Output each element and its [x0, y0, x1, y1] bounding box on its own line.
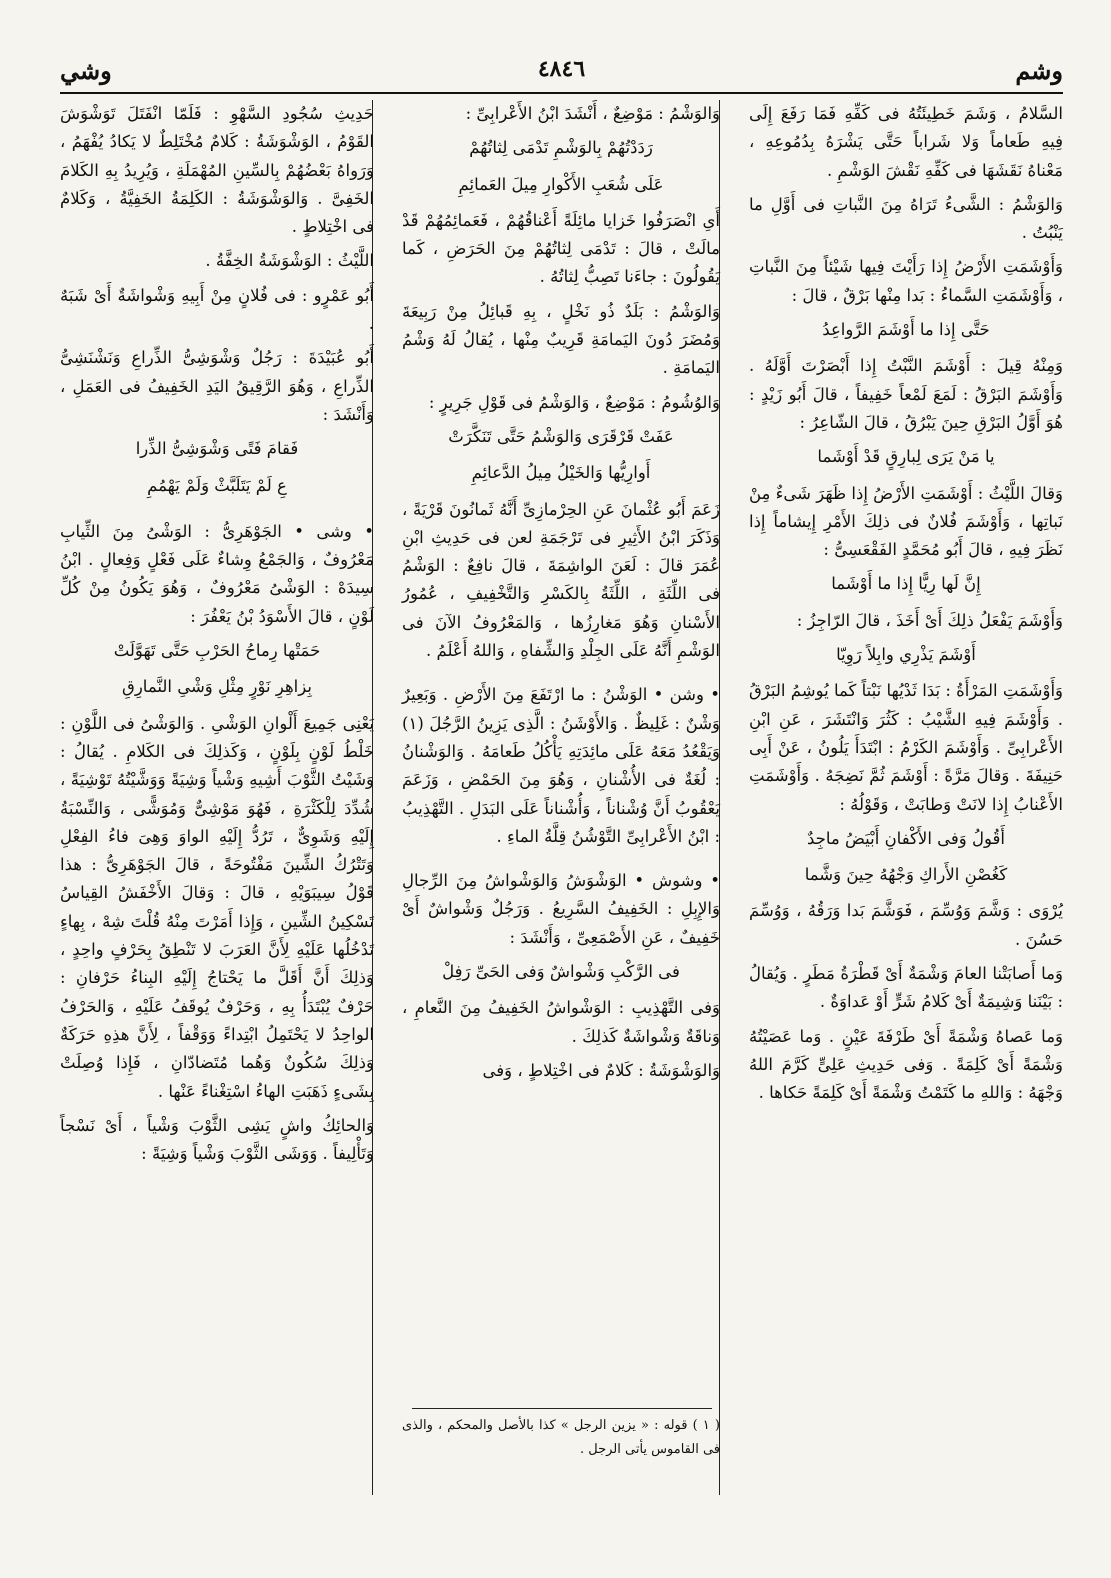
- entry-paragraph: يَعْنِى جَمِيعَ أَلْوانِ الوَشْىِ . وَالوَشْىُ فى اللَّوْنِ : خَلْطُ لَوْنٍ بِلَوْنٍ ، وَكَذلِكَ فى الكَلامِ . يُقالُ : وَشَيْتُ الثَّوْبَ أَشِيهِ وَشْياً وَشِيَةً وَوَشَّيْتُهُ تَوْشِيَةً ، شُدِّدَ لِلْكَثْرَةِ ، فَهُوَ مَوْشِىٌّ وَمُوَشًّى ، وَالنِّسْبَةُ إِلَيْهِ وَشَوِىٌّ ، تَرُدُّ إِلَيْهِ الواوَ وَهِىَ فاءُ الفِعْلِ وَتَتْرُكُ الشِّينَ مَفْتُوحَةً ، قالَ الجَوْهَرِىُّ : هذا قَوْلُ سِيبَوَيْهِ ، قالَ : وَقالَ الأَخْفَشُ القِياسُ تَسْكِينُ الشِّينِ ، وَإِذا أَمَرْتَ مِنْهُ قُلْتَ شِهْ ، بِهاءٍ تَدْخُلُها عَلَيْهِ لِأَنَّ العَرَبَ لا تَنْطِقُ بِحَرْفٍ واحِدٍ ، وَذلِكَ أَنَّ أَقَلَّ ما يَحْتاجُ إِلَيْهِ البِناءُ حَرْفانِ : حَرْفٌ يُبْتَدَأُ بِهِ ، وَحَرْفٌ يُوقَفُ عَلَيْهِ ، وَالحَرْفُ الواحِدُ لا يَحْتَمِلُ ابْتِداءً وَوَقْفاً ، لِأَنَّ هذِهِ حَرَكَةٌ وَذلِكَ سُكُونٌ وَهُما مُتَضادّانِ ، فَإِذا وُصِلَتْ بِشَىءٍ ذَهَبَتِ الهاءُ اسْتِغْناءً عَنْها .: [60, 713, 374, 1101]
- entry-paragraph: وَقالَ اللَّيْثُ : أَوْشَمَتِ الأَرْضُ إِذا ظَهَرَ شَىءٌ مِنْ نَباتِها ، وَأَوْشَمَ فُلانٌ فى ذلِكَ الأَمْرِ إِيشاماً إِذا نَظَرَ فِيهِ ، قالَ أَبُو مُحَمَّدٍ الفَقْعَسِىُّ :: [749, 483, 1063, 560]
- column-right: [749, 100, 1063, 1114]
- section-gap: [402, 857, 720, 867]
- entry-paragraph: وَالوَشْوَشَةُ : كَلامٌ فى اخْتِلاطٍ ، وَفى: [482, 1060, 720, 1080]
- entry-paragraph: أَىِ انْصَرَفُوا خَزايا مائِلَةً أَعْناقُهُمْ ، فَعَمائِمُهُمْ قَدْ مالَتْ ، قالَ : تَدْمَى لِثاتُهُمْ مِنَ الحَرَضِ ، كَما يَقُولُونَ : جاءَنا تَصِبُّ لِثاتُهُ .: [402, 210, 720, 287]
- verse-line: أَوْشَمَ يَذْرِي وابِلاً رَوِيّا: [836, 645, 976, 665]
- verse-line: أَقُولُ وَفى الأَكْفانِ أَبْيَضُ ماجِدٌ: [806, 828, 1005, 848]
- column-middle: [402, 100, 720, 1091]
- entry-paragraph: وَالوَشْمُ : بَلَدٌ ذُو نَخْلٍ ، بِهِ قَبائِلُ مِنْ رَبِيعَةَ وَمُضَرَ دُونَ اليَمامَةِ قَرِيبٌ مِنْها ، يُقالُ لَهُ وَشْمُ اليَمامَةِ .: [402, 301, 720, 378]
- entry-paragraph: وَالحائِكُ واشٍ يَشِى الثَّوْبَ وَشْياً ، أَىْ نَسْجاً وَتَأْلِيفاً . وَوَشَى الثَّوْبَ وَشْياً وَشِيَةً :: [60, 1115, 374, 1164]
- footnote: ( ١ ) قوله : « يزين الرجل » كذا بالأصل والمحكم ، والذى فى القاموس يأتى الرجل .: [402, 1418, 720, 1457]
- entry-paragraph: يُرْوَى : وَشَّمَ وَوُسِّمَ ، فَوَشَّمَ بَدا وَرَقُهُ ، وَوُسِّمَ حَسُنَ .: [749, 901, 1063, 949]
- page-number: ٤٨٤٦: [537, 56, 586, 82]
- header-left-headword: وشي: [60, 56, 112, 85]
- verse-line: عَفَتْ قَرْقَرَى وَالوَشْمُ حَتَّى تَنَكَّرَتْ: [448, 426, 674, 446]
- entry-paragraph: اللَّيْثُ : الوَشْوَشَةُ الخِفَّةُ .: [205, 251, 374, 271]
- header-right-headword: وشم: [1015, 56, 1063, 85]
- verse-line: رَدَدْتُهُمْ بِالوَشْمِ تَدْمَى لِثاتُهُمْ: [469, 138, 653, 158]
- verse-line: يا مَنْ يَرَى لِبارِقٍ قَدْ أَوْشَما: [817, 447, 995, 467]
- entry-paragraph: أَبُو عَمْرٍو : فى فُلانٍ مِنْ أَبِيهِ وَشْواشَةٌ أَىْ شَبَهٌ .: [60, 285, 374, 334]
- verse-line: إِنَّ لَها رِيًّا إِذا ما أَوْشَما: [831, 574, 981, 594]
- footnote-rule: [412, 1408, 712, 1409]
- section-gap: [402, 671, 720, 681]
- verse-line: فى الرَّكْبِ وَشْواشٌ وَفى الحَىِّ رَفِلْ: [442, 962, 680, 982]
- verse-line: حَمَتْها رِماحُ الحَرْبِ حَتَّى تَهَوَّلَتْ: [113, 641, 321, 661]
- entry-paragraph: وَالوُشُومُ : مَوْضِعٌ ، وَالوَشْمُ فى قَوْلِ جَرِيرٍ :: [428, 392, 720, 412]
- verse-line: فَقامَ فَتًى وَشْوَشِىُّ الذِّرا: [135, 439, 299, 459]
- column-left: [60, 100, 374, 1174]
- running-header: [60, 56, 1063, 92]
- verse-line: عِ لَمْ يَتَلَبَّثْ وَلَمْ يَهْمُمِ: [147, 475, 287, 495]
- verse-line: بِزاهِرِ نَوْرٍ مِثْلِ وَشْىِ النَّمارِقِ: [122, 677, 312, 697]
- entry-paragraph: حَدِيثِ سُجُودِ السَّهْوِ : فَلَمّا انْفَتَلَ تَوَشْوَشَ القَوْمُ ، الوَشْوَشَةُ : كَلامٌ مُخْتَلِطٌ لا يَكادُ يُفْهَمُ ، وَرَواهُ بَعْضُهُمْ بِالسِّينِ المُهْمَلَةِ ، وَيُرِيدُ بِهِ الكَلامَ الخَفِىَّ . وَالوَشْوَشَةُ : الكَلِمَةُ الخَفِيَّةُ ، وَكَلامٌ فى اخْتِلاطٍ .: [60, 104, 374, 237]
- entry-paragraph: وَمِنْهُ قِيلَ : أَوْشَمَ النَّبْتُ إِذا أَبْصَرْتَ أَوَّلَهُ . وَأَوْشَمَ البَرْقُ : لَمَعَ لَمْعاً خَفِيفاً ، قالَ أَبُو زَيْدٍ : هُوَ أَوَّلُ البَرْقِ حِينَ يَبْرُقُ ، قالَ الشّاعِرُ :: [749, 356, 1063, 432]
- entry-paragraph: وَفى التَّهْذِيبِ : الوَشْواشُ الخَفِيفُ مِنَ النَّعامِ ، وَناقَةٌ وَشْواشَةٌ كَذلِكَ .: [402, 998, 720, 1046]
- entry-paragraph: السَّلامُ ، وَشَمَ خَطِيئَتُهُ فى كَفِّهِ فَمَا رَفَعَ إِلَى فِيهِ طَعاماً وَلا شَراباً حَتَّى يَشْرَهُ بِدُمُوعِهِ ، مَعْناهُ نَقَشَهَا فى كَفِّهِ نَقْشَ الوَشْمِ .: [749, 104, 1063, 180]
- entry-paragraph: أَبُو عُبَيْدَةَ : رَجُلٌ وَشْوَشِىُّ الذِّراعِ وَنَشْنَشِىُّ الذِّراعِ ، وَهُوَ الرَّقِيقُ اليَدِ الخَفِيفُ فى العَمَلِ ، وَأَنْشَدَ :: [60, 348, 374, 424]
- header-rule: [60, 92, 1063, 94]
- verse-line: حَتَّى إِذا ما أَوْشَمَ الرَّواعِدُ: [822, 320, 990, 340]
- verse-line: عَلَى شُعَبِ الأَكْوارِ مِيلَ العَمائِمِ: [458, 174, 664, 194]
- entry-paragraph: • وشن • الوَشْنُ : ما ارْتَفَعَ مِنَ الأَرْضِ . وَبَعِيرٌ وَشْنٌ : غَلِيظٌ . وَالأَوْشَنُ : الَّذِى يَزِينُ الرَّجُلَ (١) وَيَقْعُدُ مَعَهُ عَلَى مائِدَتِهِ يَأْكُلُ طَعامَهُ . وَالوَشْنانُ : لُغَةٌ فى الأُشْنانِ ، وَهُوَ مِنَ الحَمْضِ ، وَزَعَمَ يَعْقُوبُ أَنَّ وُشْناناً ، وَأُشْناناً عَلَى البَدَلِ . التَّهْذِيبُ : ابْنُ الأَعْرابِىِّ التَّوْشُنُ قِلَّةُ الماءِ .: [402, 685, 720, 846]
- verse-line: كَغُصْنِ الأَراكِ وَجْهُهُ حِينَ وَشَّما: [804, 865, 1008, 885]
- entry-paragraph: • وشى • الجَوْهَرِىُّ : الوَشْىُ مِنَ الثِّيابِ مَعْرُوفٌ ، وَالجَمْعُ وِشاءٌ عَلَى فَعْلٍ وَفِعالٍ . ابْنُ سِيدَهْ : الوَشْىُ مَعْرُوفٌ ، وَهُوَ يَكُونُ مِنْ كُلِّ لَوْنٍ ، قالَ الأَسْوَدُ بْنُ يَعْفُرَ :: [60, 521, 374, 626]
- verse-line: أَوارِيُّها وَالخَيْلُ مِيلُ الدَّعائِمِ: [471, 463, 651, 483]
- entry-paragraph: وَالوَشْمُ : مَوْضِعٌ ، أَنْشَدَ ابْنُ الأَعْرابِىِّ :: [465, 104, 720, 123]
- entry-paragraph: وَأَوْشَمَ يَفْعَلُ ذلِكَ أَىْ أَخَذَ ، قالَ الرّاجِزُ :: [796, 610, 1063, 630]
- entry-paragraph: • وشوش • الوَشْوَشُ وَالوَشْواشُ مِنَ الرِّجالِ وَالإِبِلِ : الخَفِيفُ السَّرِيعُ . وَرَجُلٌ وَشْواشٌ أَىْ خَفِيفٌ ، عَنِ الأَصْمَعِىِّ ، وَأَنْشَدَ :: [402, 871, 720, 947]
- entry-paragraph: وَالوَشْمُ : الشَّىءُ تَرَاهُ مِنَ النَّباتِ فى أَوَّلِ ما يَنْبُتُ .: [749, 194, 1063, 243]
- entry-paragraph: وَأَوْشَمَتِ المَرْأَةُ : بَدَا ثَدْيُها نَبْتاً كَما يُوشِمُ البَرْقُ . وَأَوْشَمَ فِيهِ الشَّيْبُ : كَثُرَ وَانْتَشَرَ ، عَنِ ابْنِ الأَعْرابِىِّ . وَأَوْشَمَ الكَرْمُ : ابْتَدَأَ يَلُونُ ، عَنْ أَبِى حَنِيفَةَ . وَقالَ مَرَّةً : أَوْشَمَ ثُمَّ نَضِجَهُ . وَأَوْشَمَتِ الأَعْنابُ إِذا لانَتْ وَطابَتْ ، وَقَوْلُهُ :: [749, 681, 1063, 814]
- entry-paragraph: وَأَوْشَمَتِ الأَرْضُ إِذا رَأَيْتَ فِيها شَيْئاً مِنَ النَّباتِ ، وَأَوْشَمَتِ السَّماءُ : بَدا مِنْها بَرْقٌ ، قالَ :: [749, 257, 1063, 305]
- section-gap: [60, 508, 374, 518]
- entry-paragraph: وَما أَصابَتْنا العامَ وَشْمَةٌ أَىْ قَطْرَةُ مَطَرٍ . وَيُقالُ : بَيْنَنا وَشِيمَةٌ أَىْ كَلامُ شَرٍّ أَوْ عَداوَةٌ .: [749, 964, 1063, 1012]
- entry-paragraph: زَعَمَ أَبُو عُثْمانَ عَنِ الحِرْمازِىِّ أَنَّهُ ثَمانُونَ قَرْيَةً ، وَذَكَرَ ابْنُ الأَثِيرِ فى تَرْجَمَةِ لعن فى حَدِيثِ ابْنِ عُمَرَ قالَ : لَعَنَ الواشِمَةَ ، قالَ نافِعٌ : الوَشْمُ فى اللِّثَةِ ، اللِّثَةُ بِالكَسْرِ وَالتَّخْفِيفِ ، عُمُورُ الأَسْنانِ وَهُوَ مَغارِزُها ، وَالمَعْرُوفُ الآنَ فى الوَشْمِ أَنَّهُ عَلَى الجِلْدِ وَالشِّفاهِ ، وَاللهُ أَعْلَمُ .: [402, 499, 720, 661]
- entry-paragraph: وَما عَصاهُ وَشْمَةً أَىْ طَرْفَةَ عَيْنٍ . وَما عَصَيْتُهُ وَشْمَةً أَىْ كَلِمَةً . وَفى حَدِيثِ عَلِىٍّ كَرَّمَ اللهُ وَجْهَهُ : وَاللهِ ما كَتَمْتُ وَشْمَةً أَىْ كَلِمَةً حَكاها .: [749, 1026, 1063, 1103]
